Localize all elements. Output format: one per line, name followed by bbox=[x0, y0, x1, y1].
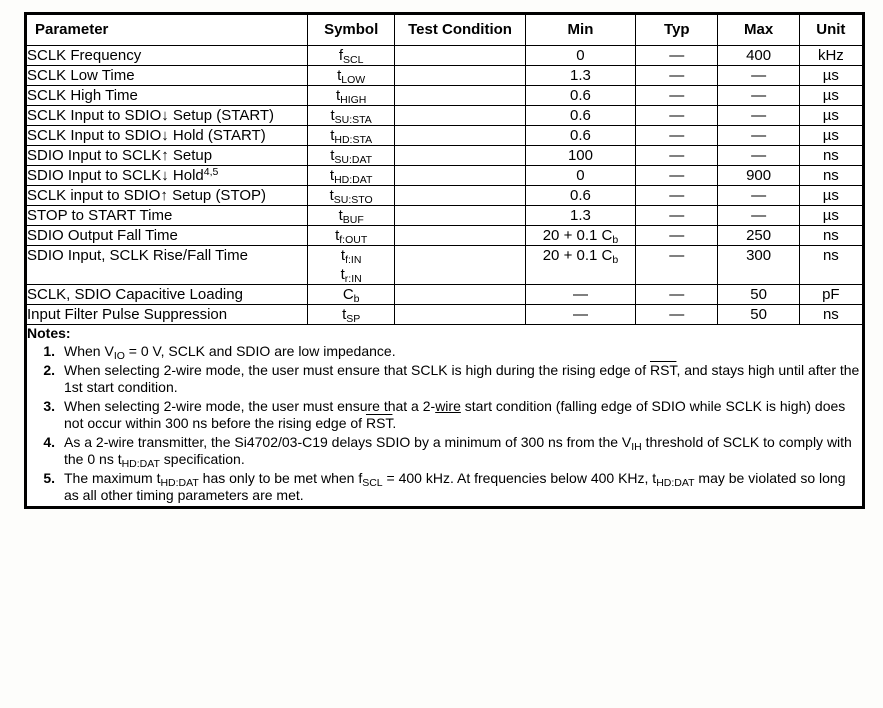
note-number: 5. bbox=[43, 469, 55, 486]
cell-parameter: SCLK, SDIO Capacitive Loading bbox=[26, 285, 308, 305]
cell-symbol: $t_{HD:DAT}$ bbox=[308, 166, 395, 186]
cell-unit: µs bbox=[799, 186, 863, 206]
cell-parameter: Input Filter Pulse Suppression bbox=[26, 305, 308, 325]
cell-max: — bbox=[718, 146, 799, 166]
cell-parameter: SDIO Output Fall Time bbox=[26, 226, 308, 246]
cell-parameter: SDIO Input, SCLK Rise/Fall Time bbox=[26, 246, 308, 285]
cell-unit: µs bbox=[799, 86, 863, 106]
cell-unit: ns bbox=[799, 246, 863, 285]
cell-max: 300 bbox=[718, 246, 799, 285]
cell-min: 0.6 bbox=[525, 106, 635, 126]
cell-unit: pF bbox=[799, 285, 863, 305]
cell-test-condition bbox=[395, 106, 525, 126]
cell-unit: ns bbox=[799, 305, 863, 325]
cell-typ: — bbox=[636, 305, 718, 325]
note-number: 4. bbox=[43, 433, 55, 450]
cell-symbol: $t_{HIGH}$ bbox=[308, 86, 395, 106]
cell-max: — bbox=[718, 126, 799, 146]
table-row bbox=[26, 146, 864, 166]
table-row bbox=[26, 166, 864, 186]
column-header-parameter: Parameter bbox=[26, 14, 308, 46]
cell-test-condition bbox=[395, 146, 525, 166]
note-number: 2. bbox=[43, 361, 55, 378]
cell-max: — bbox=[718, 206, 799, 226]
cell-unit: kHz bbox=[799, 46, 863, 66]
cell-test-condition bbox=[395, 285, 525, 305]
cell-max: — bbox=[718, 86, 799, 106]
notes-list bbox=[27, 343, 862, 505]
cell-typ: — bbox=[636, 285, 718, 305]
cell-typ: — bbox=[636, 206, 718, 226]
cell-min: 20 + 0.1 $C_b$ bbox=[525, 246, 635, 285]
cell-typ: — bbox=[636, 86, 718, 106]
notes-section bbox=[26, 325, 864, 508]
note-item bbox=[27, 343, 862, 361]
note-text: As a 2-wire transmitter, the Si4702/03-C19 delays SDIO by a minimum of 300 ns from the $V_{IH}$ threshold of SCLK to comply with the 0 ns $t_{HD:DAT}$ specification. bbox=[64, 433, 852, 470]
column-header-unit: Unit bbox=[799, 14, 863, 46]
cell-symbol: $t_{SP}$ bbox=[308, 305, 395, 325]
cell-unit: ns bbox=[799, 226, 863, 246]
cell-typ: — bbox=[636, 126, 718, 146]
cell-max: 50 bbox=[718, 305, 799, 325]
table-row bbox=[26, 285, 864, 305]
note-text: When selecting 2-wire mode, the user must ensure that a 2-wire start condition (falling edge of SDIO while SCLK is high) does not occur within 300 ns before the rising edge of $\overline{RST}$. bbox=[64, 397, 846, 431]
cell-parameter: SCLK Input to SDIO↓ Hold (START) bbox=[26, 126, 308, 146]
cell-test-condition bbox=[395, 166, 525, 186]
cell-test-condition bbox=[395, 226, 525, 246]
cell-typ: — bbox=[636, 166, 718, 186]
column-header-min: Min bbox=[525, 14, 635, 46]
cell-min: 0.6 bbox=[525, 186, 635, 206]
column-header-test-condition: Test Condition bbox=[395, 14, 525, 46]
cell-symbol: $t_{SU:DAT}$ bbox=[308, 146, 395, 166]
cell-typ: — bbox=[636, 146, 718, 166]
cell-symbol: $f_{SCL}$ bbox=[308, 46, 395, 66]
cell-min: 0.6 bbox=[525, 126, 635, 146]
cell-parameter: SCLK input to SDIO↑ Setup (STOP) bbox=[26, 186, 308, 206]
table-row bbox=[26, 226, 864, 246]
cell-symbol: $t_{SU:STA}$ bbox=[308, 106, 395, 126]
cell-unit: ns bbox=[799, 146, 863, 166]
cell-test-condition bbox=[395, 126, 525, 146]
cell-min: 0 bbox=[525, 46, 635, 66]
cell-typ: — bbox=[636, 106, 718, 126]
cell-test-condition bbox=[395, 186, 525, 206]
cell-test-condition bbox=[395, 305, 525, 325]
cell-parameter: STOP to START Time bbox=[26, 206, 308, 226]
timing-specification-table bbox=[24, 12, 865, 509]
table-row bbox=[26, 206, 864, 226]
cell-test-condition bbox=[395, 206, 525, 226]
cell-test-condition bbox=[395, 86, 525, 106]
cell-symbol: $t_{HD:STA}$ bbox=[308, 126, 395, 146]
table-row bbox=[26, 246, 864, 285]
note-item bbox=[27, 362, 862, 397]
note-item bbox=[27, 398, 862, 433]
column-header-typ: Typ bbox=[636, 14, 718, 46]
note-item bbox=[27, 434, 862, 469]
cell-symbol: $t_{BUF}$ bbox=[308, 206, 395, 226]
cell-symbol: $t_{SU:STO}$ bbox=[308, 186, 395, 206]
cell-typ: — bbox=[636, 46, 718, 66]
table-row bbox=[26, 86, 864, 106]
cell-symbol: $t_{f:IN}$ $t_{r:IN}$ bbox=[308, 246, 395, 285]
cell-min: 0.6 bbox=[525, 86, 635, 106]
note-number: 1. bbox=[43, 343, 55, 359]
note-item bbox=[27, 470, 862, 505]
cell-min: 0 bbox=[525, 166, 635, 186]
note-text: When $V_{IO} = 0$ V, SCLK and SDIO are low impedance. bbox=[64, 343, 396, 362]
table-row bbox=[26, 305, 864, 325]
cell-test-condition bbox=[395, 246, 525, 285]
notes-row bbox=[26, 325, 864, 508]
table-footer bbox=[26, 325, 864, 508]
table-header-row bbox=[26, 14, 864, 46]
column-header-max: Max bbox=[718, 14, 799, 46]
note-text: The maximum $t_{HD:DAT}$ has only to be met when $f_{SCL} = 400$ kHz. At frequencies below 400 KHz, $t_{HD:DAT}$ may be violated so long as all other timing parameters are met. bbox=[64, 469, 846, 503]
cell-typ: — bbox=[636, 246, 718, 285]
cell-min: — bbox=[525, 285, 635, 305]
cell-typ: — bbox=[636, 66, 718, 86]
table-header bbox=[26, 14, 864, 46]
cell-min: 20 + 0.1 $C_b$ bbox=[525, 226, 635, 246]
cell-parameter: SCLK High Time bbox=[26, 86, 308, 106]
cell-unit: µs bbox=[799, 126, 863, 146]
table-row bbox=[26, 66, 864, 86]
cell-max: 250 bbox=[718, 226, 799, 246]
cell-unit: µs bbox=[799, 206, 863, 226]
cell-typ: — bbox=[636, 226, 718, 246]
note-number: 3. bbox=[43, 397, 55, 414]
cell-parameter: SCLK Input to SDIO↓ Setup (START) bbox=[26, 106, 308, 126]
table-row bbox=[26, 46, 864, 66]
cell-min: 100 bbox=[525, 146, 635, 166]
cell-max: — bbox=[718, 106, 799, 126]
cell-parameter: SDIO Input to SCLK↑ Setup bbox=[26, 146, 308, 166]
cell-symbol: $C_b$ bbox=[308, 285, 395, 305]
cell-symbol: $t_{LOW}$ bbox=[308, 66, 395, 86]
column-header-symbol: Symbol bbox=[308, 14, 395, 46]
cell-parameter: SDIO Input to SCLK↓ Hold$^{4,5}$ bbox=[26, 166, 308, 186]
cell-unit: µs bbox=[799, 66, 863, 86]
cell-min: — bbox=[525, 305, 635, 325]
cell-typ: — bbox=[636, 186, 718, 206]
cell-max: 50 bbox=[718, 285, 799, 305]
cell-symbol: $t_{f:OUT}$ bbox=[308, 226, 395, 246]
notes-title: Notes: bbox=[27, 325, 71, 341]
table-body bbox=[26, 46, 864, 325]
cell-test-condition bbox=[395, 66, 525, 86]
note-text: When selecting 2-wire mode, the user must ensure that SCLK is high during the rising edge of $\overline{RST}$, and stays high until after the 1st start condition. bbox=[64, 361, 860, 395]
cell-min: 1.3 bbox=[525, 66, 635, 86]
cell-max: — bbox=[718, 186, 799, 206]
cell-max: 400 bbox=[718, 46, 799, 66]
table-row bbox=[26, 186, 864, 206]
cell-unit: ns bbox=[799, 166, 863, 186]
cell-max: 900 bbox=[718, 166, 799, 186]
cell-min: 1.3 bbox=[525, 206, 635, 226]
cell-parameter: SCLK Frequency bbox=[26, 46, 308, 66]
table-row bbox=[26, 126, 864, 146]
cell-test-condition bbox=[395, 46, 525, 66]
table-row bbox=[26, 106, 864, 126]
cell-max: — bbox=[718, 66, 799, 86]
cell-unit: µs bbox=[799, 106, 863, 126]
cell-parameter: SCLK Low Time bbox=[26, 66, 308, 86]
